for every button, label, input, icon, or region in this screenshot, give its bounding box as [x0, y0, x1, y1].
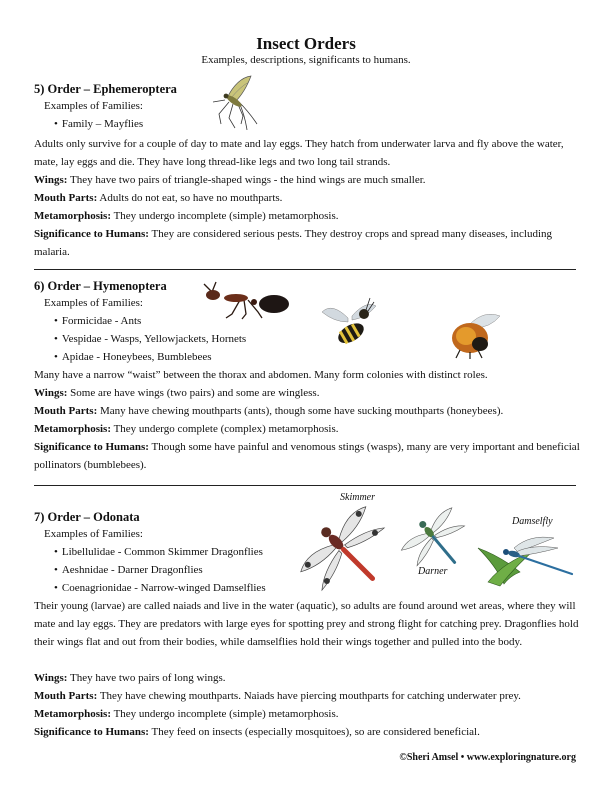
section-heading-odonata: 7) Order – Odonata [34, 510, 140, 524]
page-subtitle: Examples, descriptions, significants to humans. [201, 54, 411, 66]
section-divider [34, 269, 576, 270]
description-paragraph: Many have a narrow “waist” between the thorax and abdomen. Many form colonies with distinct roles. [34, 369, 488, 381]
wings-paragraph: Wings: They have two pairs of long wings. [34, 672, 226, 684]
wings-paragraph: Wings: Some are have wings (two pairs) and some are wingless. [34, 387, 320, 399]
mayfly-illustration [205, 72, 265, 132]
wasp-illustration [318, 294, 378, 352]
metamorphosis-paragraph: Metamorphosis: They undergo complete (complex) metamorphosis. [34, 423, 339, 435]
ant-illustration [196, 280, 296, 320]
significance-paragraph: Significance to Humans: They feed on insects (especially mosquitoes), so are considered beneficial. [34, 726, 480, 738]
bumblebee-illustration [440, 310, 504, 360]
significance-paragraph: Significance to Humans: They are considered serious pests. They destroy crops and spread many diseases, including malaria. [34, 228, 553, 259]
family-item: • Formicidae - Ants [54, 315, 141, 327]
wings-paragraph: Wings: They have two pairs of triangle-shaped wings - the hind wings are much smaller. [34, 174, 426, 186]
caption-darner: Darner [418, 566, 448, 577]
family-item: • Vespidae - Wasps, Yellowjackets, Hornets [54, 333, 246, 345]
family-item: • Apidae - Honeybees, Bumblebees [54, 351, 212, 363]
description-paragraph: Adults only survive for a couple of day to mate and lay eggs. They hatch from underwater larva and fly above the water, mate, lay eggs and die. They have long thread-like legs and two long tail strands. [34, 138, 564, 169]
caption-skimmer: Skimmer [340, 492, 375, 503]
section-heading-ephemeroptera: 5) Order – Ephemeroptera [34, 82, 177, 96]
metamorphosis-paragraph: Metamorphosis: They undergo incomplete (simple) metamorphosis. [34, 708, 339, 720]
description-paragraph: Their young (larvae) are called naiads and live in the water (aquatic), so adults are found around wet areas, where they will mate and lay eggs. They are predators with large eyes for spotting prey and strong flight for catching prey. Dragonflies hold their wings flat and out from their bodies, while damselflies hold their wings together and pulled into the body. [34, 600, 579, 649]
significance-paragraph: Significance to Humans: Though some have painful and venomous stings (wasps), many are very important and beneficial pollinators (bumblebees). [34, 441, 580, 472]
family-item: • Family – Mayflies [54, 118, 143, 130]
caption-damselfly: Damselfly [512, 516, 553, 527]
section-heading-hymenoptera: 6) Order – Hymenoptera [34, 279, 167, 293]
damselfly-illustration [474, 522, 576, 588]
families-label: Examples of Families: [44, 100, 143, 112]
family-item: • Libellulidae - Common Skimmer Dragonflies [54, 546, 263, 558]
mouth-parts-paragraph: Mouth Parts: Many have chewing mouthparts (ants), though some have sucking mouthparts (honeybees). [34, 405, 504, 417]
darner-dragonfly-illustration [400, 506, 470, 572]
mouth-parts-paragraph: Mouth Parts: Adults do not eat, so have no mouthparts. [34, 192, 283, 204]
section-divider [34, 485, 576, 486]
family-item: • Aeshnidae - Darner Dragonflies [54, 564, 203, 576]
families-label: Examples of Families: [44, 297, 143, 309]
metamorphosis-paragraph: Metamorphosis: They undergo incomplete (simple) metamorphosis. [34, 210, 339, 222]
page-title: Insect Orders [256, 34, 356, 53]
skimmer-dragonfly-illustration [298, 504, 394, 600]
footer-credit: ©Sheri Amsel • www.exploringnature.org [399, 752, 576, 763]
families-label: Examples of Families: [44, 528, 143, 540]
family-item: • Coenagrionidae - Narrow-winged Damselflies [54, 582, 266, 594]
mouth-parts-paragraph: Mouth Parts: They have chewing mouthparts. Naiads have piercing mouthparts for catching underwater prey. [34, 690, 521, 702]
